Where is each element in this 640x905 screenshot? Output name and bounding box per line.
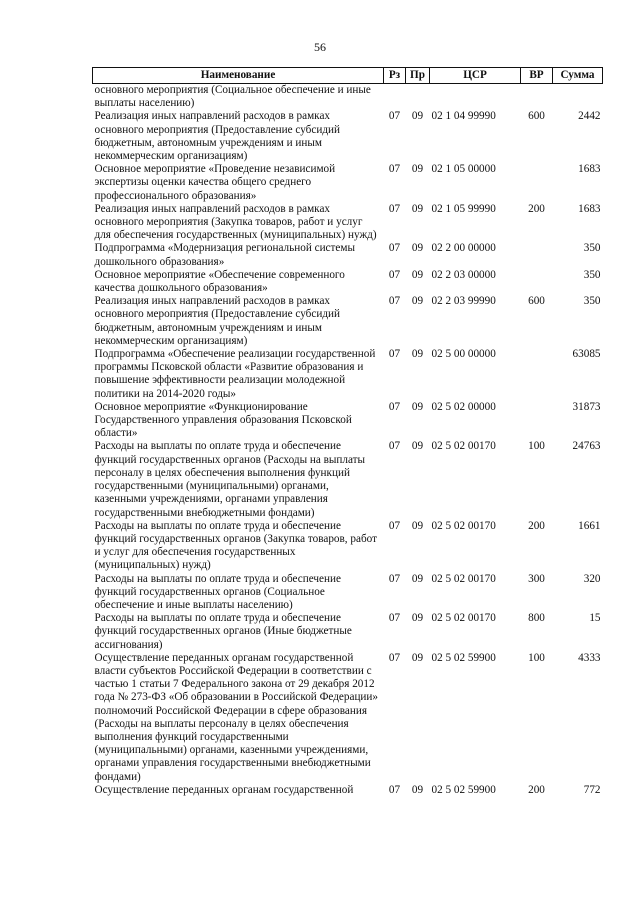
row-pr: 09 — [411, 572, 424, 585]
row-vr: 200 — [528, 519, 545, 532]
table-row — [93, 269, 603, 295]
row-vr: 600 — [528, 295, 545, 308]
row-sum: 1683 — [578, 202, 601, 215]
row-rz: 07 — [388, 202, 401, 215]
row-vr — [521, 269, 553, 295]
table-row — [93, 84, 603, 111]
row-pr: 09 — [411, 268, 424, 281]
table-row — [93, 573, 603, 613]
row-vr — [521, 163, 553, 203]
row-rz: 07 — [388, 651, 401, 664]
row-rz — [384, 84, 406, 111]
row-name: Подпрограмма «Модернизация региональной системы дошкольного образования» — [94, 242, 355, 268]
row-sum: 350 — [583, 295, 601, 308]
row-sum: 320 — [583, 572, 601, 585]
row-vr: 600 — [528, 110, 545, 123]
row-csr: 02 5 02 00170 — [431, 440, 496, 453]
table-row — [93, 110, 603, 163]
header-rz: Рз — [384, 68, 406, 84]
row-vr — [521, 242, 553, 268]
row-csr: 02 5 02 59900 — [431, 783, 496, 796]
table-row — [93, 784, 603, 797]
row-csr: 02 2 00 00000 — [431, 242, 496, 255]
budget-table — [92, 67, 603, 797]
row-pr: 09 — [411, 348, 424, 361]
row-pr: 09 — [411, 202, 424, 215]
row-name: Основное мероприятие «Функционирование Государственного управления образования Псковской области» — [94, 400, 352, 440]
row-name: Реализация иных направлений расходов в рамках основного мероприятия (Закупка товаров, работ и услуг для обеспечения государственных (муниципальных) нужд) — [94, 202, 377, 242]
row-rz: 07 — [388, 519, 401, 532]
row-csr: 02 5 02 00000 — [431, 400, 496, 413]
row-pr: 09 — [411, 612, 424, 625]
row-rz: 07 — [388, 348, 401, 361]
row-csr: 02 2 03 99990 — [431, 295, 496, 308]
row-name: Расходы на выплаты по оплате труда и обеспечение функций государственных органов (Закупка товаров, работ и услуг для обеспечения государственных (муниципальных) нужд) — [94, 519, 377, 572]
row-csr: 02 5 02 59900 — [431, 651, 496, 664]
row-name: основного мероприятия (Социальное обеспечение и иные выплаты населению) — [94, 84, 371, 110]
row-sum: 31873 — [572, 400, 601, 413]
row-pr — [406, 84, 430, 111]
row-rz: 07 — [388, 440, 401, 453]
row-pr: 09 — [411, 110, 424, 123]
row-vr: 800 — [528, 612, 545, 625]
row-vr: 100 — [528, 651, 545, 664]
header-name: Наименование — [93, 68, 384, 84]
row-pr: 09 — [411, 163, 424, 176]
row-sum: 63085 — [572, 348, 601, 361]
row-name: Реализация иных направлений расходов в рамках основного мероприятия (Предоставление субсидий бюджетным, автономным учреждениям и иным некоммерческим организациям) — [94, 295, 340, 347]
table-row — [93, 348, 603, 401]
row-sum: 4333 — [578, 651, 601, 664]
row-csr: 02 1 05 99990 — [431, 202, 496, 215]
header-csr: ЦСР — [430, 68, 521, 84]
row-csr: 02 5 02 00170 — [431, 572, 496, 585]
row-rz: 07 — [388, 295, 401, 308]
row-pr: 09 — [411, 783, 424, 796]
table-row — [93, 652, 603, 784]
row-pr: 09 — [411, 651, 424, 664]
row-name: Реализация иных направлений расходов в рамках основного мероприятия (Предоставление субсидий бюджетным, автономным учреждениям и иным некоммерческим организациям) — [94, 110, 340, 163]
row-name: Осуществление переданных органам государственной власти субъектов Российской Федерации в соответствии с частью 1 статьи 7 Федерального закона от 29 декабря 2012 года № 273-ФЗ «Об образовании в Российской Федерации» полномочий Российской Федерации в сфере образования (Расходы на выплаты персоналу в целях обеспечения выполнения функций государственными (муниципальными) органами, казенными учреждениями, органами управления государственными внебюджетными фондами) — [94, 651, 379, 783]
row-vr — [521, 348, 553, 401]
row-vr: 300 — [528, 572, 545, 585]
table-row — [93, 203, 603, 243]
row-name: Подпрограмма «Обеспечение реализации государственной программы Псковской области «Развитие образования и повышение эффективности реализации молодежной политики на 2014-2020 годы» — [94, 348, 376, 400]
row-pr: 09 — [411, 295, 424, 308]
table-row — [93, 612, 603, 652]
row-csr: 02 1 04 99990 — [431, 110, 496, 123]
row-csr: 02 5 00 00000 — [431, 348, 496, 361]
row-name: Расходы на выплаты по оплате труда и обеспечение функций государственных органов (Расходы на выплаты персоналу в целях обеспечения выполнения функций государственными (муниципальными) органами, казенными учреждениями, органами управления государственными внебюджетными фондами) — [94, 440, 366, 519]
row-rz: 07 — [388, 612, 401, 625]
page-number: 56 — [314, 40, 326, 54]
row-sum: 1683 — [578, 163, 601, 176]
row-name: Осуществление переданных органам государственной — [94, 783, 354, 796]
row-sum: 350 — [583, 268, 601, 281]
row-rz: 07 — [388, 783, 401, 796]
row-rz: 07 — [388, 163, 401, 176]
header-pr: Пр — [406, 68, 430, 84]
row-vr: 200 — [528, 202, 545, 215]
row-rz: 07 — [388, 110, 401, 123]
row-csr: 02 5 02 00170 — [431, 519, 496, 532]
table-row — [93, 295, 603, 348]
row-csr: 02 5 02 00170 — [431, 612, 496, 625]
header-sum: Сумма — [553, 68, 603, 84]
row-name: Основное мероприятие «Обеспечение современного качества дошкольного образования» — [94, 268, 345, 295]
row-sum: 24763 — [572, 440, 601, 453]
row-sum — [553, 84, 603, 111]
header-vr: ВР — [521, 68, 553, 84]
row-vr: 100 — [528, 440, 545, 453]
row-sum: 15 — [589, 612, 601, 625]
row-csr: 02 2 03 00000 — [431, 268, 496, 281]
row-sum: 350 — [583, 242, 601, 255]
row-pr: 09 — [411, 400, 424, 413]
row-rz: 07 — [388, 268, 401, 281]
row-sum: 772 — [583, 783, 601, 796]
table-row — [93, 242, 603, 268]
row-rz: 07 — [388, 572, 401, 585]
table-header-row — [93, 68, 603, 84]
row-pr: 09 — [411, 519, 424, 532]
row-rz: 07 — [388, 242, 401, 255]
row-name: Основное мероприятие «Проведение независимой экспертизы оценки качества общего среднего профессионального образования» — [94, 163, 336, 202]
row-name: Расходы на выплаты по оплате труда и обеспечение функций государственных органов (Социальное обеспечение и иные выплаты населению) — [94, 572, 341, 611]
row-csr: 02 1 05 00000 — [431, 163, 496, 176]
table-row — [93, 401, 603, 441]
row-csr — [430, 84, 521, 111]
row-sum: 2442 — [578, 110, 601, 123]
row-pr: 09 — [411, 440, 424, 453]
row-sum: 1661 — [578, 519, 601, 532]
row-name: Расходы на выплаты по оплате труда и обеспечение функций государственных органов (Иные бюджетные ассигнования) — [94, 612, 352, 651]
row-vr — [521, 84, 553, 111]
row-pr: 09 — [411, 242, 424, 255]
table-row — [93, 520, 603, 573]
row-vr: 200 — [528, 783, 545, 796]
table-row — [93, 440, 603, 519]
row-vr — [521, 401, 553, 441]
table-row — [93, 163, 603, 203]
row-rz: 07 — [388, 400, 401, 413]
